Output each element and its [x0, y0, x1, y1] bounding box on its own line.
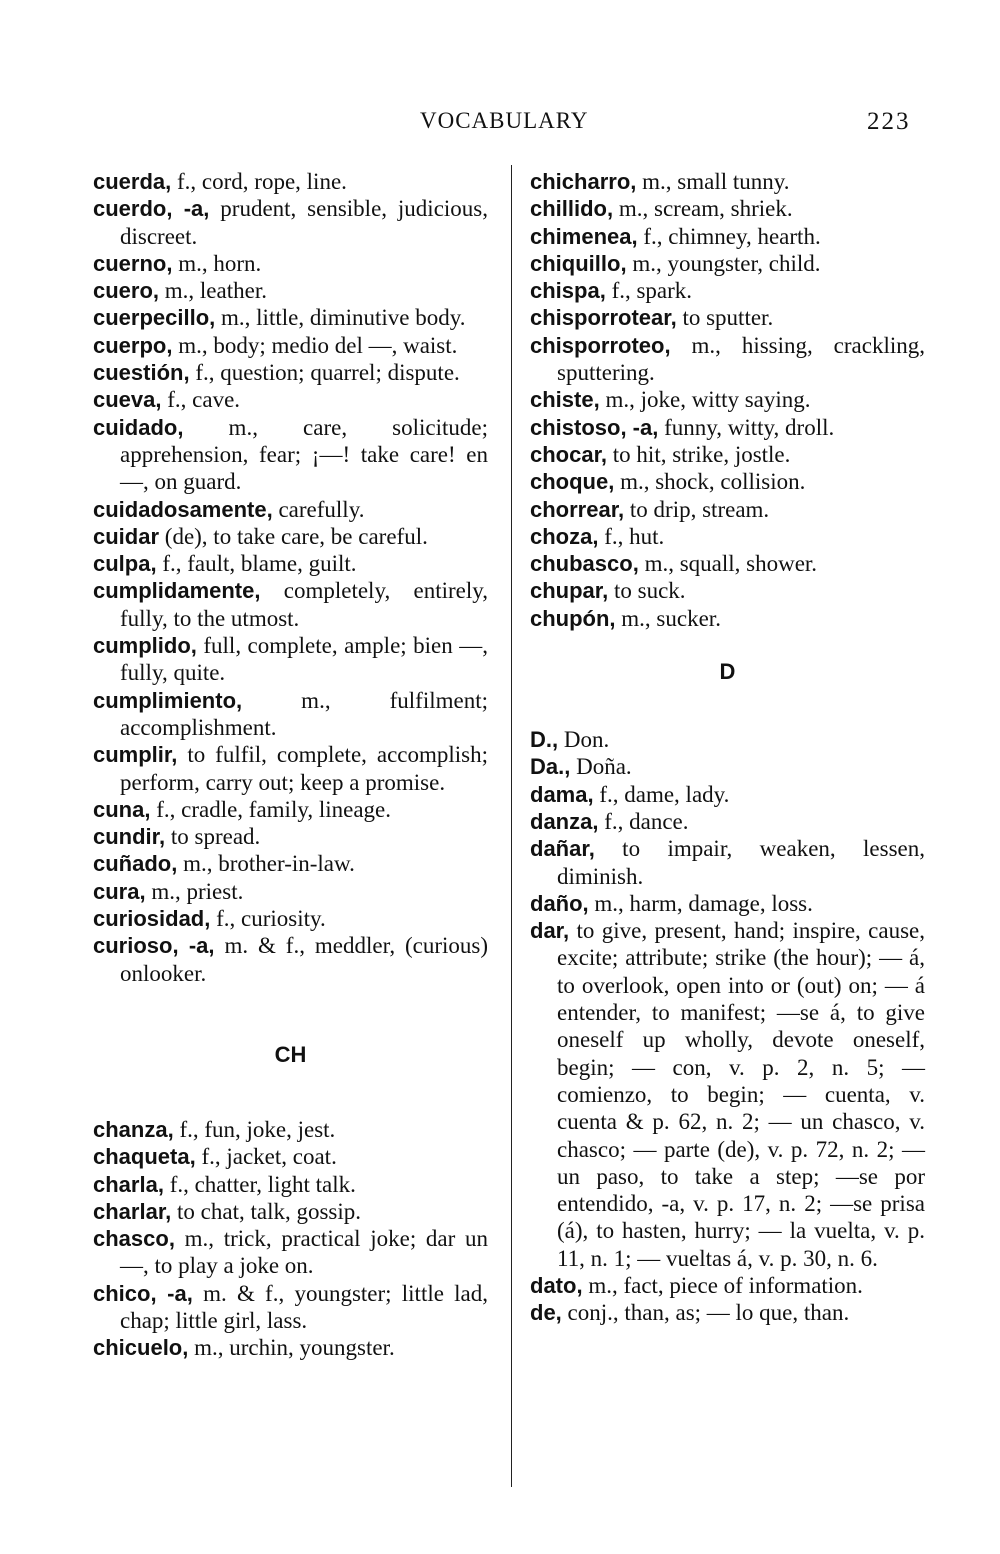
entry-headword: chico, -a, [93, 1280, 193, 1306]
dictionary-entry [93, 168, 488, 195]
dictionary-entry [530, 577, 925, 604]
entry-definition: f., spark. [605, 278, 693, 304]
entry-definition: m., squall, shower. [638, 551, 818, 577]
entry-headword: chillido, [530, 196, 614, 222]
entry-definition: m. & f., youngster; little lad, chap; little girl, lass. [120, 1280, 489, 1333]
entry-headword: danza, [530, 808, 599, 834]
dictionary-entry [93, 1225, 488, 1280]
dictionary-entry [93, 632, 488, 687]
entry-definition: m., brother-in-law. [177, 851, 355, 877]
entry-definition: to hit, strike, jostle. [607, 441, 791, 467]
entry-headword: Da., [530, 754, 571, 780]
dictionary-entry [93, 195, 488, 250]
entry-headword: chicharro, [530, 169, 637, 194]
dictionary-entry [93, 741, 488, 796]
entry-headword: de, [530, 1300, 562, 1326]
dictionary-entry [530, 1299, 925, 1326]
entry-headword: chisporrotear, [530, 305, 677, 331]
dictionary-entry [530, 1272, 925, 1299]
entry-headword: cuerpo, [93, 332, 173, 358]
entry-definition: m., fulfilment; accomplishment. [120, 687, 488, 740]
entry-headword: cuerdo, -a, [93, 196, 210, 222]
entry-headword: cumplimiento, [93, 687, 243, 713]
entry-definition: m., little, diminutive body. [215, 305, 466, 331]
ch-entries [93, 1116, 488, 1362]
entry-headword: culpa, [93, 551, 157, 577]
dictionary-entry [93, 304, 488, 331]
entry-headword: cuerda, [93, 169, 172, 194]
entry-headword: chisporroteo, [530, 332, 671, 358]
entry-definition: Don. [558, 727, 610, 753]
dictionary-entry [93, 1334, 488, 1361]
entry-headword: chispa, [530, 278, 606, 304]
dictionary-entry [530, 808, 925, 835]
dictionary-entry [93, 850, 488, 877]
dictionary-entry [93, 577, 488, 632]
entry-definition: f., cord, rope, line. [171, 169, 347, 194]
section-heading-d: D [719, 659, 736, 685]
dictionary-entry [530, 414, 925, 441]
entry-headword: chiquillo, [530, 250, 627, 276]
entry-definition: f., chatter, light talk. [163, 1171, 356, 1197]
entry-definition: m., priest. [145, 878, 244, 904]
entry-definition: f., dance. [598, 808, 689, 834]
entry-definition: to give, present, hand; inspire, cause, excite; attribute; strike (the hour); — á, to overlook, open into or (out) on; — á entender, to manifest; —se á, to give oneself up wholly, devote oneself, begin; — con, v. p. 2, n. 5; — comienzo, to begin; — cuenta, v. cuenta & p. 62, n. 2; — un chasco, v. chasco; — parte (de), v. p. 72, n. 2; — un paso, to take a step; —se por entendido, -a, v. p. 17, n. 2; —se prisa (á), to hasten, hurry; — la vuelta, v. p. 11, n. 1; — vueltas á, v. p. 30, n. 6. [557, 918, 925, 1271]
dictionary-entry [93, 523, 488, 550]
entry-headword: cundir, [93, 824, 166, 850]
entry-headword: cuñado, [93, 851, 178, 877]
dictionary-entry [530, 441, 925, 468]
entry-headword: cuero, [93, 278, 160, 304]
entry-definition: m. & f., meddler, (curious) onlooker. [120, 933, 489, 986]
entry-definition: to chat, talk, gossip. [171, 1198, 362, 1224]
dictionary-entry [93, 932, 488, 987]
entry-definition: (de), to take care, be careful. [159, 523, 428, 549]
entry-definition: to suck. [608, 578, 686, 604]
entry-definition: conj., than, as; — lo que, than. [561, 1300, 850, 1326]
entry-headword: chimenea, [530, 223, 638, 249]
entry-definition: f., question; quarrel; dispute. [189, 360, 460, 386]
entry-headword: choza, [530, 523, 599, 549]
column-divider [511, 165, 512, 1487]
entry-definition: Doña. [570, 754, 632, 780]
entry-headword: dama, [530, 781, 594, 807]
dictionary-entry [530, 332, 925, 387]
entry-headword: cura, [93, 878, 146, 904]
entry-headword: chupar, [530, 578, 609, 604]
entry-headword: cuerno, [93, 250, 173, 276]
entry-definition: m., horn. [172, 250, 262, 276]
dictionary-entry [530, 835, 925, 890]
entry-definition: f., cave. [161, 387, 241, 413]
entry-definition: funny, witty, droll. [658, 414, 835, 440]
entry-definition: f., chimney, hearth. [637, 223, 821, 249]
dictionary-entry [530, 550, 925, 577]
entry-headword: cuidadosamente, [93, 496, 273, 522]
dictionary-entry [93, 823, 488, 850]
dictionary-entry [93, 687, 488, 742]
dictionary-entry [93, 332, 488, 359]
section-heading-ch: CH [274, 1041, 307, 1067]
entry-definition: m., fact, piece of information. [582, 1272, 863, 1298]
entry-headword: chubasco, [530, 551, 639, 577]
entry-headword: curiosidad, [93, 906, 211, 932]
entry-headword: chaqueta, [93, 1144, 196, 1170]
entry-headword: cuna, [93, 796, 151, 822]
dictionary-entry [93, 905, 488, 932]
entry-definition: completely, entirely, fully, to the utmost. [120, 578, 488, 631]
dictionary-entry [93, 878, 488, 905]
entry-definition: m., small tunny. [636, 169, 790, 194]
dictionary-entry [530, 523, 925, 550]
entry-headword: chiste, [530, 387, 600, 413]
entry-headword: cueva, [93, 387, 162, 413]
entry-headword: dar, [530, 918, 570, 944]
entry-headword: chocar, [530, 441, 608, 467]
entry-headword: charlar, [93, 1198, 172, 1224]
entry-headword: daño, [530, 890, 589, 916]
dictionary-entry [530, 195, 925, 222]
dictionary-entry [93, 1198, 488, 1225]
dictionary-entry [530, 250, 925, 277]
dictionary-entry [530, 753, 925, 780]
dictionary-entry [530, 605, 925, 632]
entry-definition: to fulfil, complete, accomplish; perform, carry out; keep a promise. [120, 742, 488, 795]
dictionary-entry [530, 277, 925, 304]
entry-headword: curioso, -a, [93, 933, 215, 959]
dictionary-entry [93, 386, 488, 413]
right-entries [530, 168, 925, 632]
entry-definition: full, complete, ample; bien —, fully, quite. [120, 633, 488, 686]
dictionary-entry [530, 781, 925, 808]
right-column [530, 168, 925, 1327]
dictionary-entry [93, 796, 488, 823]
entry-definition: m., hissing, crackling, sputtering. [557, 332, 925, 386]
entry-definition: to sputter. [676, 305, 774, 331]
d-entries [530, 726, 925, 1327]
dictionary-entry [530, 890, 925, 917]
entry-headword: chasco, [93, 1226, 175, 1252]
dictionary-entry [530, 223, 925, 250]
dictionary-entry [530, 917, 925, 1272]
dictionary-entry [530, 726, 925, 753]
entry-definition: m., urchin, youngster. [188, 1335, 395, 1361]
entry-definition: f., hut. [598, 523, 665, 549]
entry-headword: cuidado, [93, 414, 184, 440]
entry-headword: chicuelo, [93, 1335, 189, 1361]
entry-headword: dañar, [530, 836, 595, 862]
entry-headword: cumplir, [93, 742, 178, 768]
dictionary-entry [93, 414, 488, 496]
entry-definition: carefully. [272, 496, 365, 522]
entry-definition: m., care, solicitude; apprehension, fear; ¡—! take care! en —, on guard. [120, 414, 488, 495]
entry-definition: f., curiosity. [210, 906, 326, 932]
dictionary-entry [93, 1171, 488, 1198]
entry-definition: m., body; medio del —, waist. [172, 332, 458, 358]
dictionary-entry [93, 1143, 488, 1170]
entry-headword: cuerpecillo, [93, 305, 216, 331]
entry-definition: f., cradle, family, lineage. [150, 796, 392, 822]
entry-headword: dato, [530, 1272, 583, 1298]
entry-headword: cuestión, [93, 360, 190, 386]
entry-headword: chanza, [93, 1116, 174, 1142]
entry-headword: chupón, [530, 605, 616, 631]
entry-definition: m., sucker. [615, 605, 721, 631]
entry-definition: f., fun, joke, jest. [173, 1116, 336, 1142]
entry-headword: D., [530, 727, 559, 753]
dictionary-entry [530, 386, 925, 413]
dictionary-entry [93, 250, 488, 277]
entry-definition: f., dame, lady. [593, 781, 730, 807]
entry-definition: prudent, sensible, judicious, discreet. [120, 196, 488, 249]
dictionary-entry [93, 1116, 488, 1143]
dictionary-entry [530, 304, 925, 331]
entry-definition: m., leather. [159, 278, 267, 304]
dictionary-entry [530, 496, 925, 523]
entry-definition: to impair, weaken, lessen, diminish. [557, 836, 925, 889]
left-column [93, 168, 488, 1362]
entry-definition: m., trick, practical joke; dar un —, to play a joke on. [120, 1226, 488, 1279]
dictionary-entry [93, 277, 488, 304]
dictionary-entry [530, 468, 925, 495]
entry-definition: to drip, stream. [624, 496, 770, 522]
entry-headword: cumplidamente, [93, 578, 261, 604]
entry-definition: m., shock, collision. [614, 469, 806, 495]
dictionary-entry [93, 496, 488, 523]
dictionary-entry [530, 168, 925, 195]
dictionary-entry [93, 550, 488, 577]
entry-headword: chorrear, [530, 496, 625, 522]
entry-definition: m., scream, shriek. [613, 196, 793, 222]
running-title: VOCABULARY [420, 108, 589, 133]
left-entries [93, 168, 488, 987]
entry-headword: choque, [530, 469, 615, 495]
entry-headword: cumplido, [93, 633, 197, 659]
entry-headword: charla, [93, 1171, 164, 1197]
entry-definition: m., harm, damage, loss. [588, 890, 813, 916]
dictionary-entry [93, 1280, 488, 1335]
entry-definition: f., fault, blame, guilt. [156, 551, 357, 577]
entry-definition: m., joke, witty saying. [599, 387, 811, 413]
page-number: 223 [867, 108, 911, 135]
entry-headword: chistoso, -a, [530, 414, 659, 440]
page-header [0, 108, 1000, 138]
entry-definition: to spread. [165, 824, 261, 850]
entry-headword: cuidar [93, 523, 160, 549]
entry-definition: f., jacket, coat. [195, 1144, 337, 1170]
dictionary-entry [93, 359, 488, 386]
entry-definition: m., youngster, child. [626, 250, 821, 276]
